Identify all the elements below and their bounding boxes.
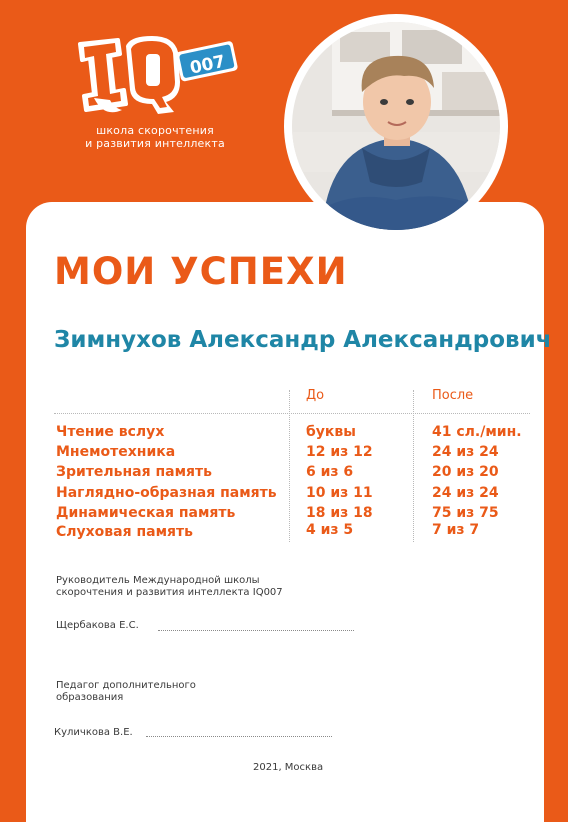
teacher-signature-line <box>146 736 332 737</box>
director-signature-line <box>158 630 354 631</box>
director-name: Щербакова Е.С. <box>56 620 139 631</box>
column-header-before: До <box>306 388 325 403</box>
result-after-figurative-memory: 24 из 24 <box>432 485 499 501</box>
result-after-mnemonics: 24 из 24 <box>432 444 499 460</box>
result-before-mnemonics: 12 из 12 <box>306 444 373 460</box>
director-title-line-1: Руководитель Международной школы <box>56 575 260 586</box>
teacher-name: Куличкова В.Е. <box>54 727 133 738</box>
tagline <box>70 124 240 150</box>
result-label-reading: Чтение вслух <box>56 424 165 440</box>
tagline-line-2: и развития интеллекта <box>85 137 225 150</box>
student-photo <box>292 22 500 230</box>
iq007-logo <box>74 32 238 118</box>
director-title-line-2: скорочтения и развития интеллекта IQ007 <box>56 587 283 598</box>
logo-badge-text: 007 <box>188 51 228 79</box>
result-label-figurative-memory: Наглядно-образная память <box>56 485 277 501</box>
result-after-dynamic-memory: 75 из 75 <box>432 505 499 521</box>
result-label-auditory-memory: Слуховая память <box>56 524 193 540</box>
footer-date-city: 2021, Москва <box>253 762 324 773</box>
result-label-visual-memory: Зрительная память <box>56 464 212 480</box>
teacher-title <box>56 680 196 704</box>
tagline-line-1: школа скорочтения <box>96 124 214 137</box>
result-before-visual-memory: 6 из 6 <box>306 464 354 480</box>
result-label-mnemonics: Мнемотехника <box>56 444 176 460</box>
result-before-auditory-memory: 4 из 5 <box>306 522 354 538</box>
result-after-reading: 41 сл./мин. <box>432 424 522 440</box>
director-title <box>56 575 283 599</box>
teacher-title-line-2: образования <box>56 692 124 703</box>
table-header-divider <box>54 413 530 414</box>
column-header-after: После <box>432 388 474 403</box>
result-before-reading: буквы <box>306 424 356 440</box>
result-before-figurative-memory: 10 из 11 <box>306 485 373 501</box>
result-after-visual-memory: 20 из 20 <box>432 464 499 480</box>
teacher-title-line-1: Педагог дополнительного <box>56 680 196 691</box>
student-photo-frame <box>284 14 508 238</box>
result-before-dynamic-memory: 18 из 18 <box>306 505 373 521</box>
result-after-auditory-memory: 7 из 7 <box>432 522 480 538</box>
student-name: Зимнухов Александр Александрович <box>54 327 552 353</box>
result-label-dynamic-memory: Динамическая память <box>56 505 236 521</box>
page-title: МОИ УСПЕХИ <box>54 250 348 293</box>
